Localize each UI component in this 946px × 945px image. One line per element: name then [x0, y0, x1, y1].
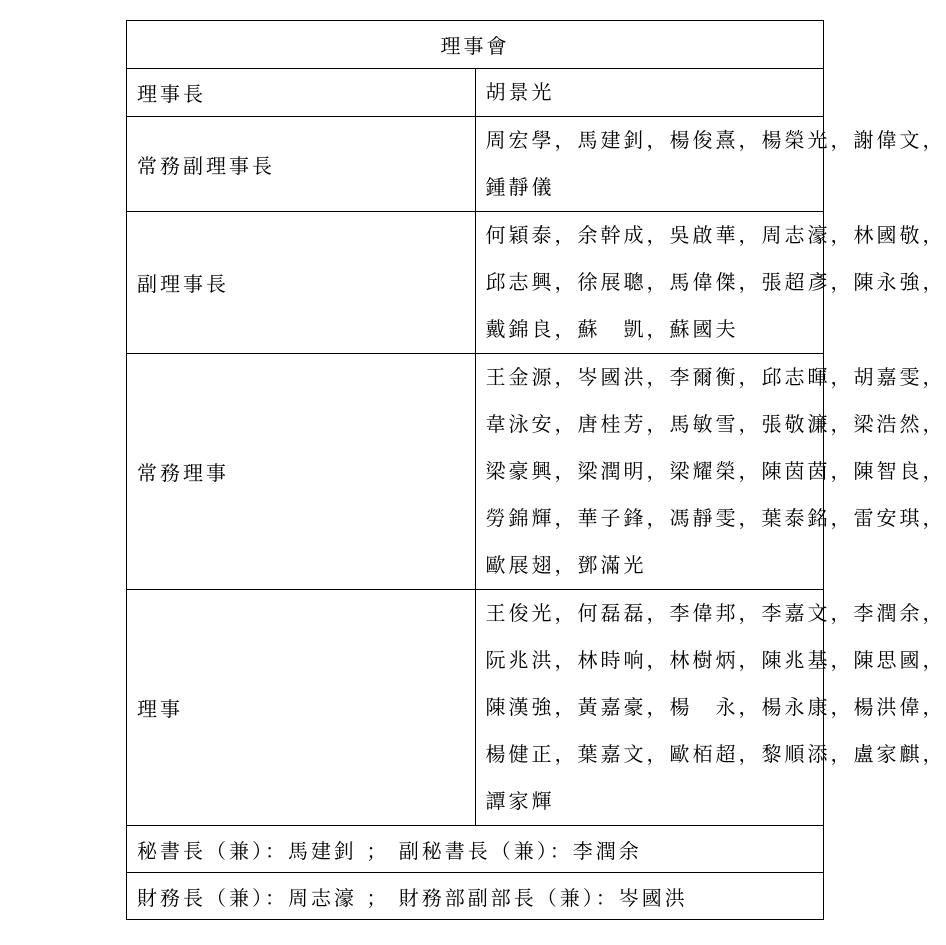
names-line: 阮兆洪，林時响，林樹炳，陳兆基，陳思國， — [485, 648, 946, 672]
names-line: 周宏學，馬建釗，楊俊熹，楊榮光，謝偉文， — [485, 128, 946, 152]
names-cell — [475, 354, 946, 590]
treasurer-line: 財務長（兼）：周志濠 ； 財務部副部長（兼）：岑國洪 — [127, 873, 824, 920]
role-label: 副理事長 — [127, 212, 476, 354]
table-row-standing-directors — [127, 354, 824, 590]
names-cell — [475, 590, 946, 826]
title-row — [127, 21, 824, 69]
names-line: 邱志興，徐展聰，馬偉傑，張超彥，陳永強， — [485, 270, 946, 294]
names-line: 胡景光 — [485, 80, 555, 104]
names-cell — [475, 69, 824, 117]
secretary-line: 秘書長（兼）：馬建釗 ； 副秘書長（兼）：李潤余 — [127, 826, 824, 873]
names-line: 陳漢強，黃嘉豪，楊 永，楊永康，楊洪偉， — [485, 695, 946, 719]
table-row-chairman — [127, 69, 824, 117]
role-label: 常務理事 — [127, 354, 476, 590]
names-cell — [475, 117, 946, 212]
names-line: 楊健正，葉嘉文，歐栢超，黎順添，盧家麒， — [485, 742, 946, 766]
names-line: 歐展翅，鄧滿光 — [485, 553, 647, 577]
table-title: 理事會 — [127, 21, 824, 69]
table-row-directors — [127, 590, 824, 826]
table-row-treasurer — [127, 873, 824, 920]
names-line: 何穎泰，余幹成，吳啟華，周志濠，林國敬， — [485, 223, 946, 247]
role-label: 理事 — [127, 590, 476, 826]
table-row-vice-chairmen — [127, 212, 824, 354]
names-line: 王俊光，何磊磊，李偉邦，李嘉文，李潤余， — [485, 601, 946, 625]
names-line: 鍾靜儀 — [485, 175, 555, 199]
names-line: 戴錦良，蘇 凱，蘇國夫 — [485, 317, 739, 341]
names-line: 王金源，岑國洪，李爾衡，邱志暉，胡嘉雯， — [485, 365, 946, 389]
table-row-secretary — [127, 826, 824, 873]
names-line: 韋泳安，唐桂芳，馬敏雪，張敬濂，梁浩然， — [485, 412, 946, 436]
role-label: 理事長 — [127, 69, 476, 117]
names-line: 勞錦輝，華子鋒，馮靜雯，葉泰銘，雷安琪， — [485, 506, 946, 530]
names-line: 譚家輝 — [485, 789, 555, 813]
role-label: 常務副理事長 — [127, 117, 476, 212]
board-table — [126, 20, 946, 920]
table-row-executive-vice-chairmen — [127, 117, 824, 212]
names-cell — [475, 212, 946, 354]
names-line: 梁豪興，梁潤明，梁耀榮，陳茵茵，陳智良， — [485, 459, 946, 483]
